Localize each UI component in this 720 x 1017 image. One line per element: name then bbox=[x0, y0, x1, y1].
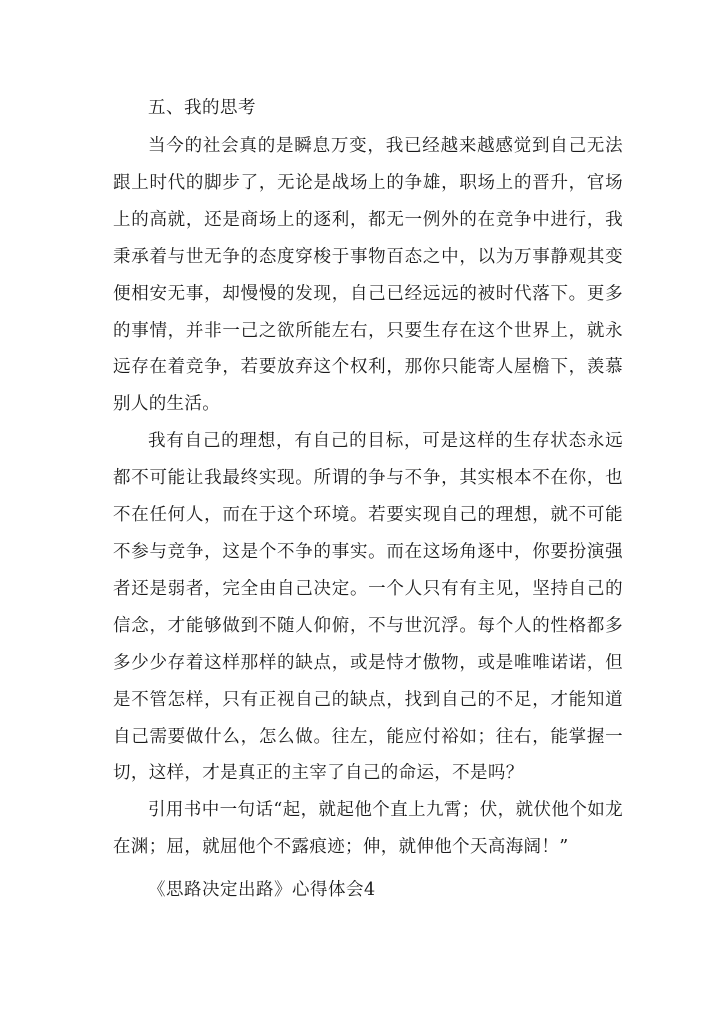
document-body bbox=[113, 88, 623, 910]
paragraph-competition: 当今的社会真的是瞬息万变，我已经越来越感觉到自己无法跟上时代的脚步了，无论是战场上的争雄，职场上的晋升，官场上的高就，还是商场上的逐利，都无一例外的在竞争中进行，我秉承着与世无争的态度穿梭于事物百态之中，以为万事静观其变便相安无事，却慢慢的发现，自己已经远远的被时代落下。更多的事情，并非一己之欲所能左右，只要生存在这个世界上，就永远存在着竞争，若要放弃这个权利，那你只能寄人屋檐下，羡慕别人的生活。 bbox=[113, 136, 623, 415]
section-heading: 五、我的思考 bbox=[148, 98, 256, 118]
paragraph-quote: 引用书中一句话“起，就起他个直上九霄；伏，就伏他个如龙在渊；屈，就屈他个不露痕迹；伸，就伸他个天高海阔！” bbox=[113, 800, 623, 858]
next-essay-title: 《思路决定出路》心得体会4 bbox=[148, 880, 376, 901]
paragraph-ideals: 我有自己的理想，有自己的目标，可是这样的生存状态永远都不可能让我最终实现。所谓的争与不争，其实根本不在你，也不在任何人，而在于这个环境。若要实现自己的理想，就不可能不参与竞争，这是个不争的事实。而在这场角逐中，你要扮演强者还是弱者，完全由自己决定。一个人只有有主见，坚持自己的信念，才能够做到不随人仰俯，不与世沉浮。每个人的性格都多多少少存着这样那样的缺点，或是恃才傲物，或是唯唯诺诺，但是不管怎样，只有正视自己的缺点，找到自己的不足，才能知道自己需要做什么，怎么做。往左，能应付裕如；往右，能掌握一切，这样，才是真正的主宰了自己的命运，不是吗？ bbox=[113, 431, 623, 784]
